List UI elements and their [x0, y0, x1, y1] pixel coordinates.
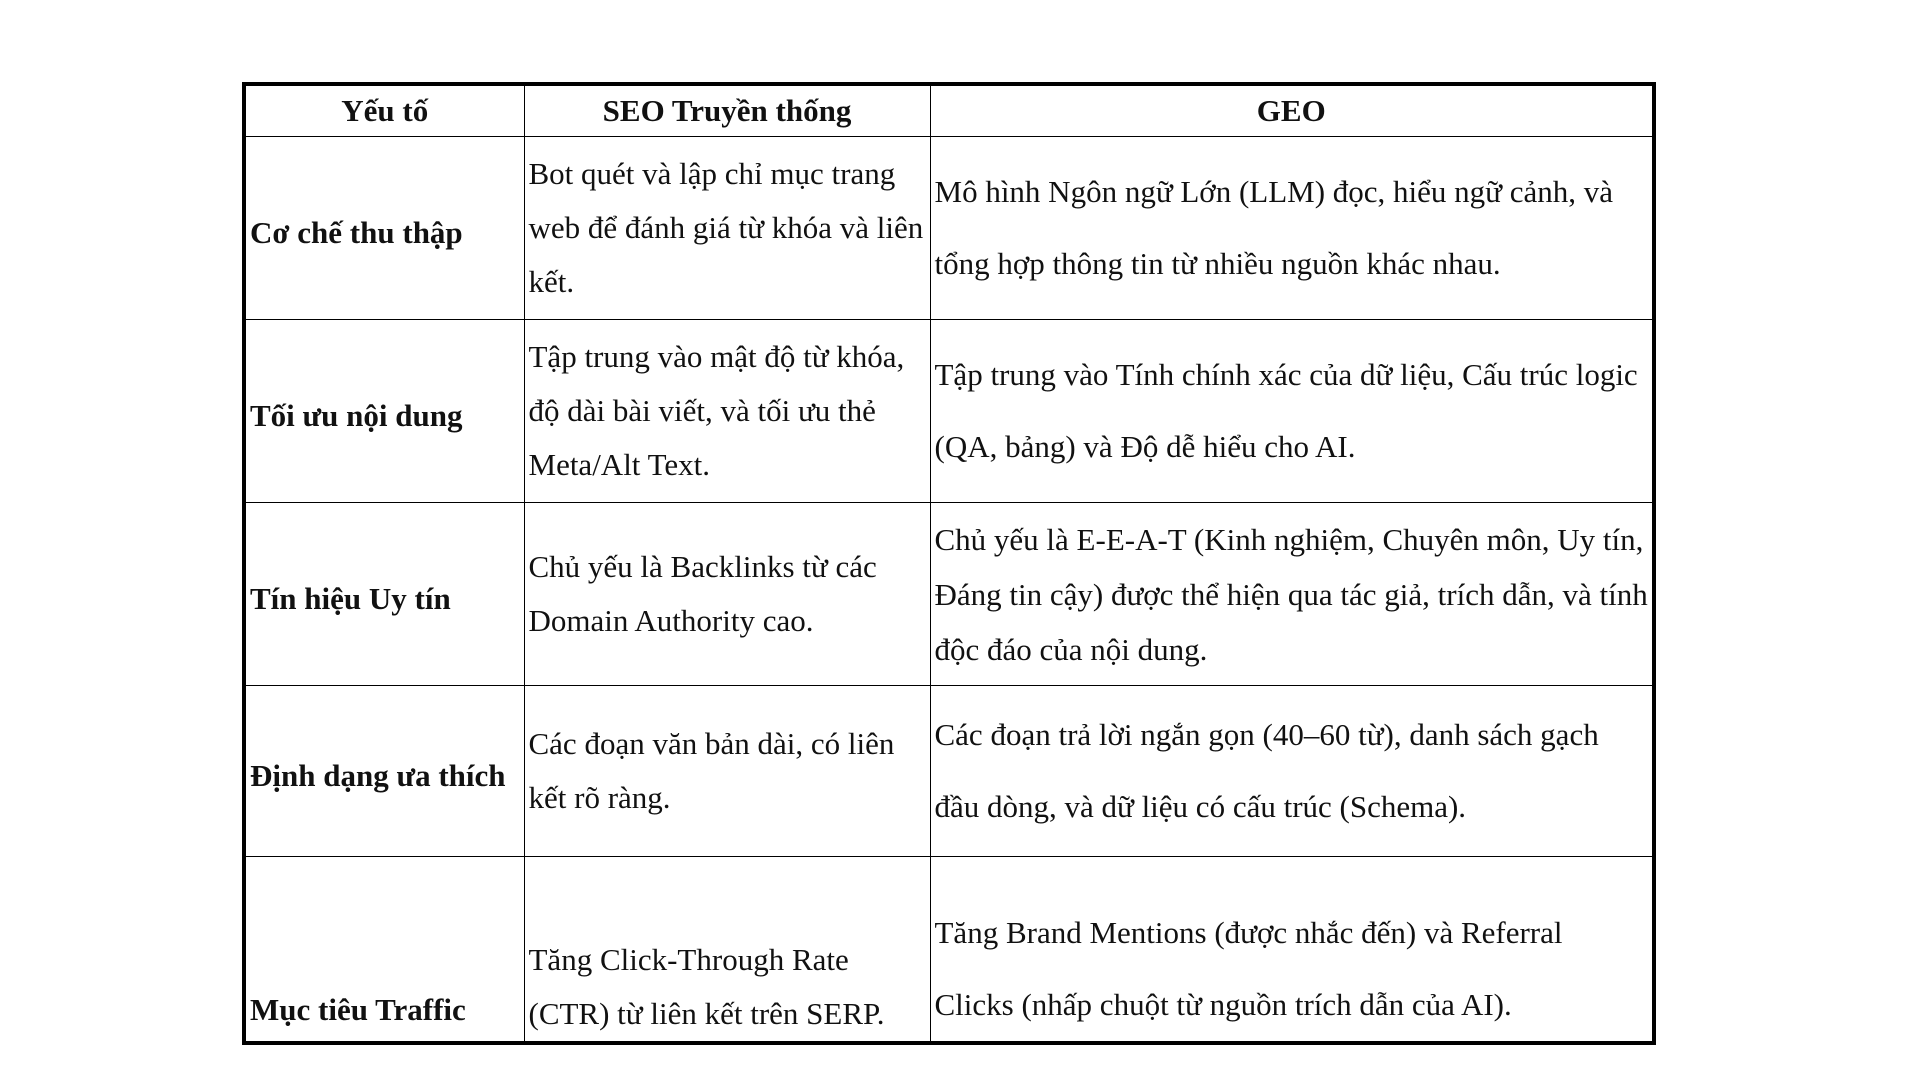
table-row [244, 686, 1654, 857]
header-factor: Yếu tố [244, 84, 524, 137]
factor-cell: Định dạng ưa thích [244, 686, 524, 857]
table-row [244, 320, 1654, 503]
geo-cell: Tăng Brand Mentions (được nhắc đến) và Referral Clicks (nhấp chuột từ nguồn trích dẫn của AI). [930, 857, 1654, 1044]
geo-cell: Mô hình Ngôn ngữ Lớn (LLM) đọc, hiểu ngữ cảnh, và tổng hợp thông tin từ nhiều nguồn khác nhau. [930, 137, 1654, 320]
factor-cell: Mục tiêu Traffic [244, 857, 524, 1044]
geo-cell: Chủ yếu là E-E-A-T (Kinh nghiệm, Chuyên môn, Uy tín, Đáng tin cậy) được thể hiện qua tác giả, trích dẫn, và tính độc đáo của nội dung. [930, 503, 1654, 686]
geo-cell: Tập trung vào Tính chính xác của dữ liệu, Cấu trúc logic (QA, bảng) và Độ dễ hiểu cho AI. [930, 320, 1654, 503]
header-seo: SEO Truyền thống [524, 84, 930, 137]
seo-cell: Bot quét và lập chỉ mục trang web để đánh giá từ khóa và liên kết. [524, 137, 930, 320]
table-header-row [244, 84, 1654, 137]
factor-cell: Cơ chế thu thập [244, 137, 524, 320]
factor-cell: Tối ưu nội dung [244, 320, 524, 503]
table-row [244, 857, 1654, 1044]
seo-cell: Tập trung vào mật độ từ khóa, độ dài bài viết, và tối ưu thẻ Meta/Alt Text. [524, 320, 930, 503]
table-row [244, 137, 1654, 320]
seo-cell: Tăng Click-Through Rate (CTR) từ liên kết trên SERP. [524, 857, 930, 1044]
seo-cell: Các đoạn văn bản dài, có liên kết rõ ràng. [524, 686, 930, 857]
table-row [244, 503, 1654, 686]
header-geo: GEO [930, 84, 1654, 137]
seo-cell: Chủ yếu là Backlinks từ các Domain Authority cao. [524, 503, 930, 686]
factor-cell: Tín hiệu Uy tín [244, 503, 524, 686]
comparison-table [242, 82, 1656, 1045]
geo-cell: Các đoạn trả lời ngắn gọn (40–60 từ), danh sách gạch đầu dòng, và dữ liệu có cấu trúc (Schema). [930, 686, 1654, 857]
